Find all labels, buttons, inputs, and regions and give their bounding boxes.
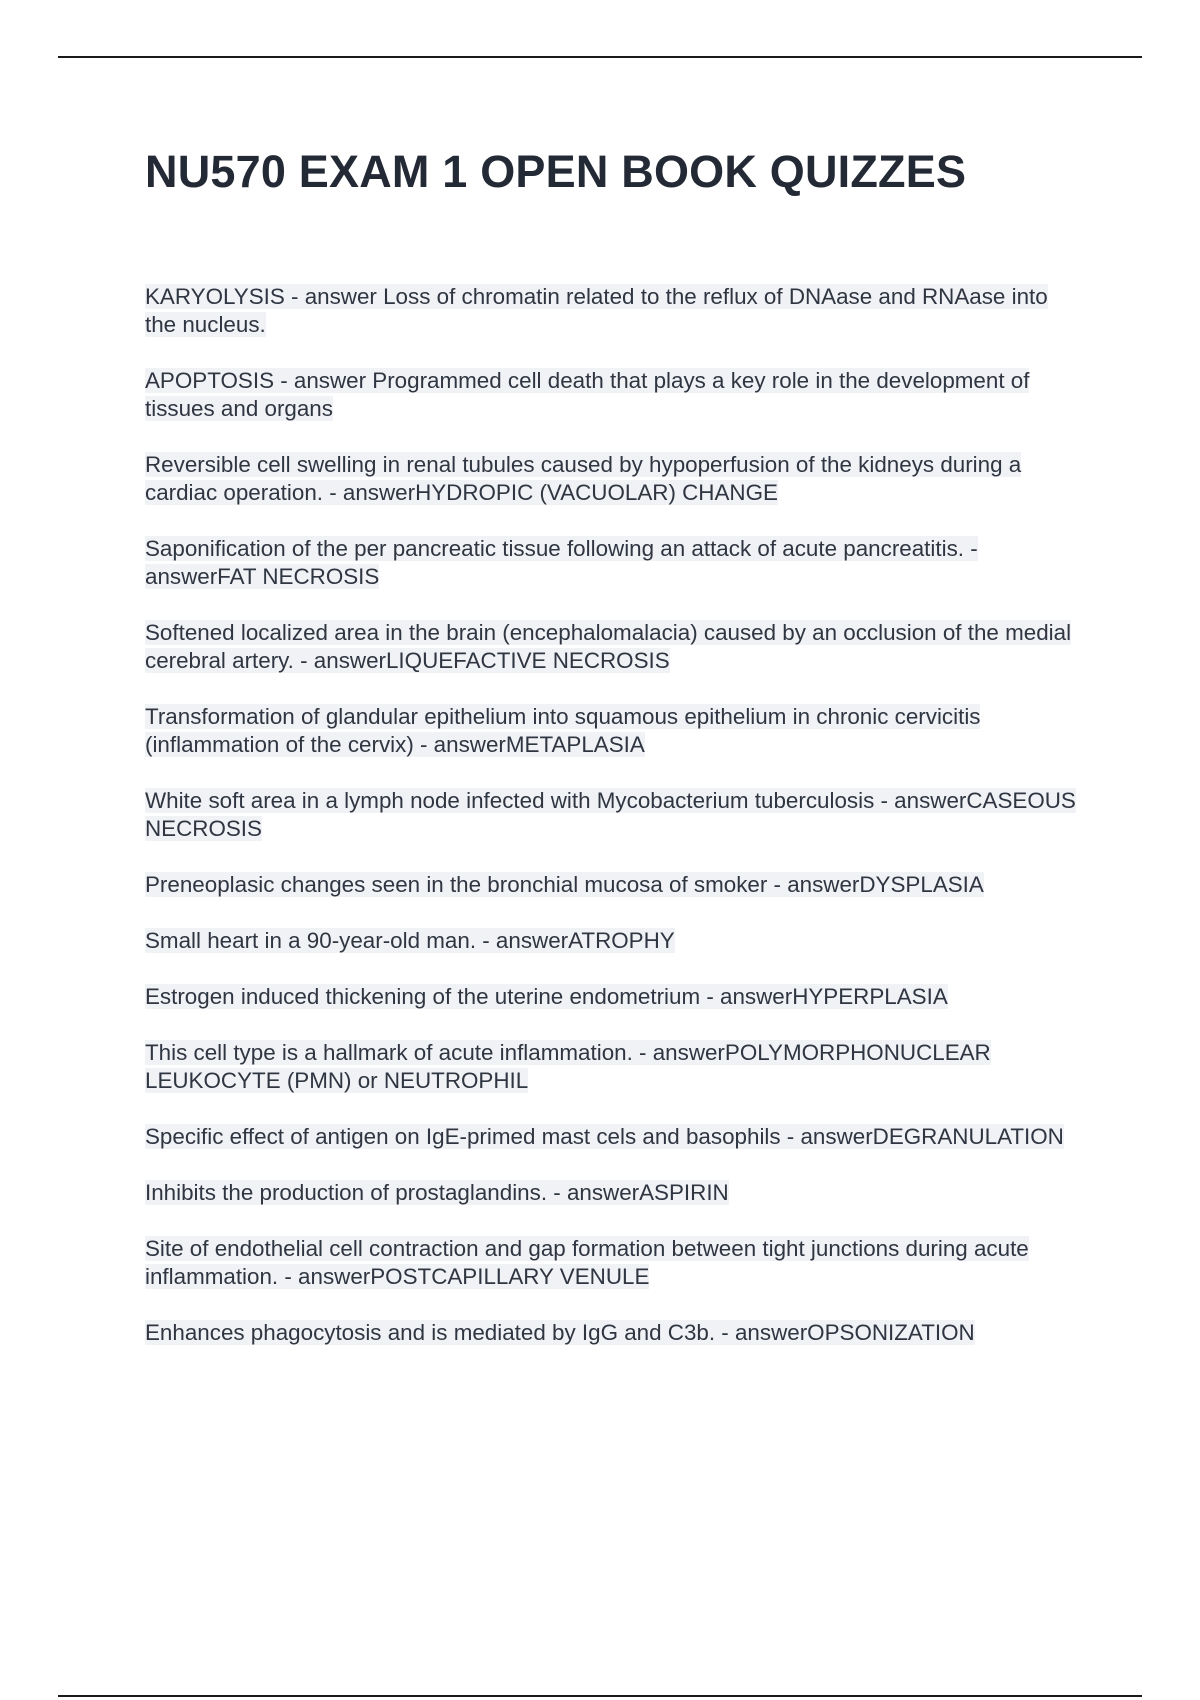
qa-item [145,535,1085,591]
qa-text: Softened localized area in the brain (encephalomalacia) caused by an occlusion of the medial cerebral artery. - answerLIQUEFACTIVE NECROSIS [145,620,1072,673]
qa-item [145,367,1085,423]
qa-item [145,1179,1085,1207]
qa-item [145,451,1085,507]
qa-text: Reversible cell swelling in renal tubules caused by hypoperfusion of the kidneys during a cardiac operation. - answerHYDROPIC (VACUOLAR) CHANGE [145,452,1022,505]
qa-text: Inhibits the production of prostaglandins. - answerASPIRIN [145,1180,729,1205]
qa-item [145,871,1085,899]
qa-item [145,787,1085,843]
qa-text: Enhances phagocytosis and is mediated by IgG and C3b. - answerOPSONIZATION [145,1320,975,1345]
qa-item [145,1123,1085,1151]
qa-item [145,1039,1085,1095]
top-rule [58,56,1142,58]
qa-text: Small heart in a 90-year-old man. - answerATROPHY [145,928,675,953]
qa-item [145,983,1085,1011]
qa-text: APOPTOSIS - answer Programmed cell death that plays a key role in the development of tissues and organs [145,368,1030,421]
qa-text: Transformation of glandular epithelium into squamous epithelium in chronic cervicitis (inflammation of the cervix) - answerMETAPLASIA [145,704,981,757]
qa-text: Estrogen induced thickening of the uterine endometrium - answerHYPERPLASIA [145,984,948,1009]
qa-text: Saponification of the per pancreatic tissue following an attack of acute pancreatitis. - answerFAT NECROSIS [145,536,978,589]
qa-text: This cell type is a hallmark of acute inflammation. - answerPOLYMORPHONUCLEAR LEUKOCYTE (PMN) or NEUTROPHIL [145,1040,991,1093]
qa-text: Specific effect of antigen on IgE-primed mast cels and basophils - answerDEGRANULATION [145,1124,1064,1149]
bottom-rule [58,1695,1142,1697]
qa-item [145,927,1085,955]
qa-item [145,1319,1085,1347]
qa-list [145,283,1085,1375]
qa-text: White soft area in a lymph node infected with Mycobacterium tuberculosis - answerCASEOUS NECROSIS [145,788,1076,841]
qa-item [145,283,1085,339]
qa-item [145,1235,1085,1291]
qa-text: Site of endothelial cell contraction and gap formation between tight junctions during acute inflammation. - answerPOSTCAPILLARY VENULE [145,1236,1029,1289]
qa-text: Preneoplasic changes seen in the bronchial mucosa of smoker - answerDYSPLASIA [145,872,984,897]
qa-item [145,619,1085,675]
page-title: NU570 EXAM 1 OPEN BOOK QUIZZES [145,146,967,197]
qa-item [145,703,1085,759]
qa-text: KARYOLYSIS - answer Loss of chromatin related to the reflux of DNAase and RNAase into the nucleus. [145,284,1048,337]
